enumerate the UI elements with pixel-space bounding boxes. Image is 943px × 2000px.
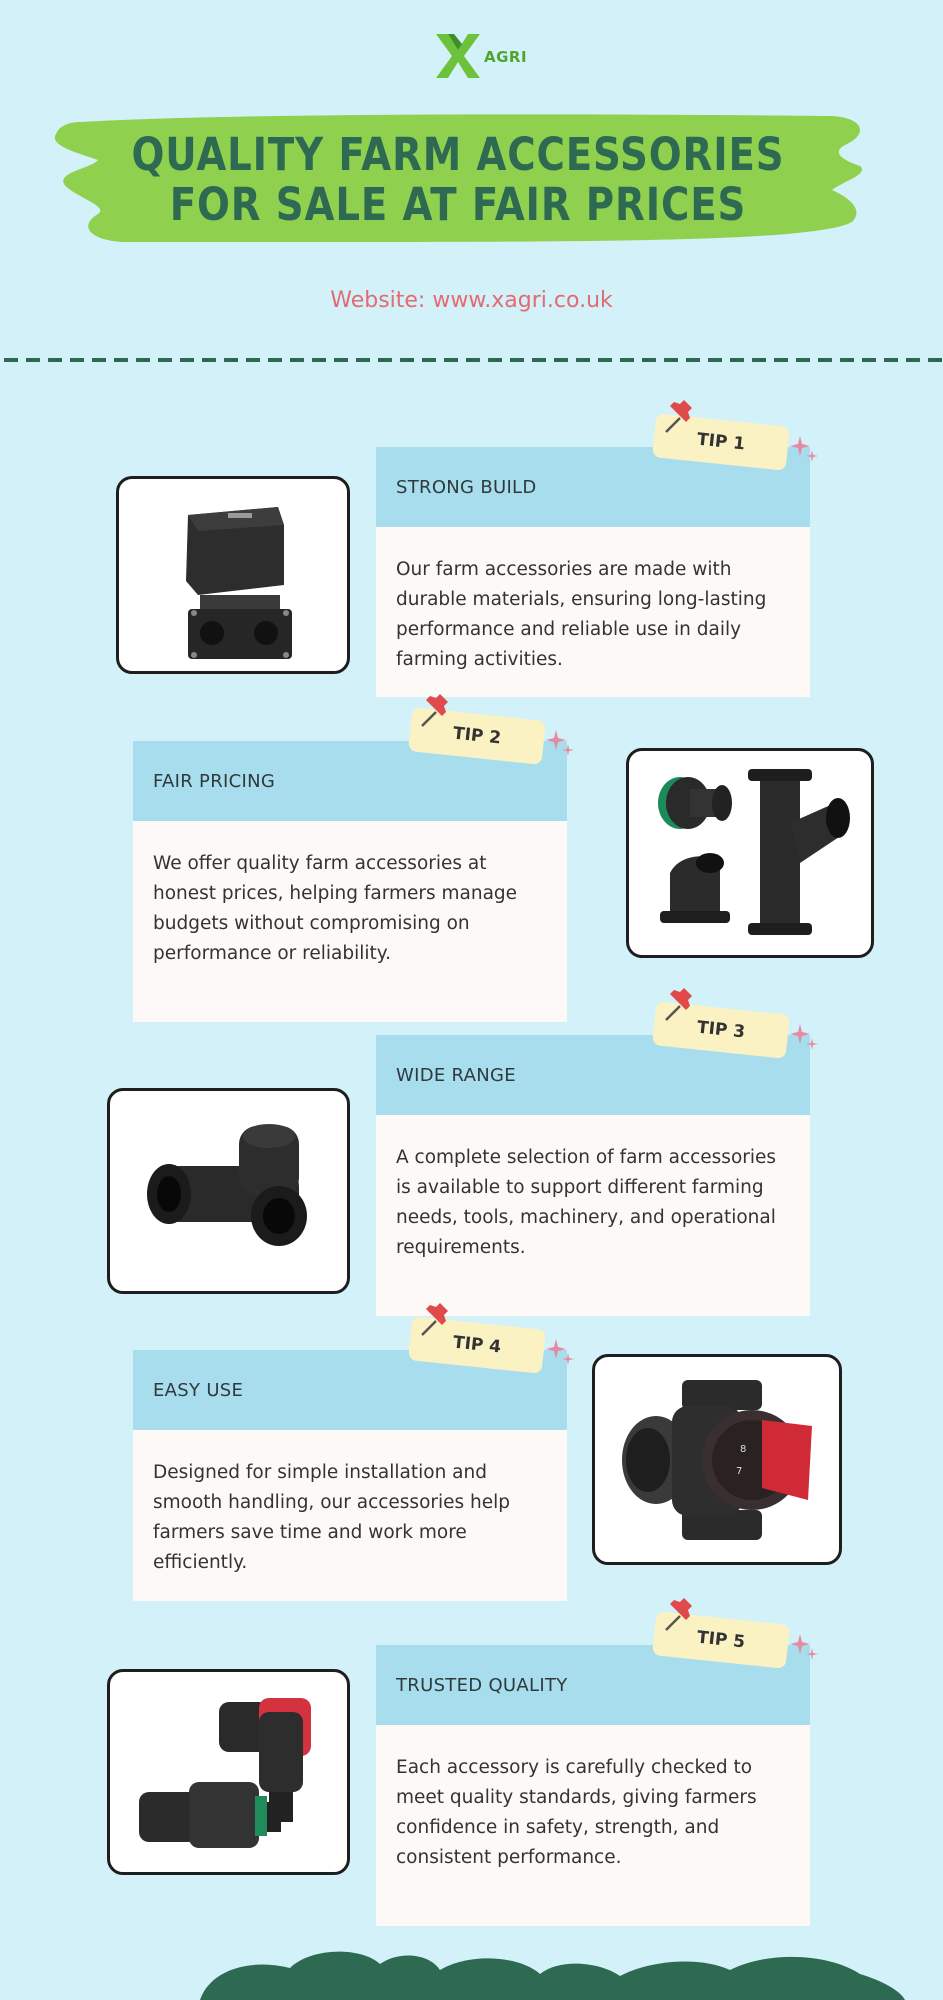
title-banner (52, 110, 864, 250)
pushpin-icon (416, 692, 456, 732)
tee-connector-image (107, 1088, 350, 1294)
tip-title: EASY USE (133, 1350, 567, 1430)
tip-tag-4 (410, 1315, 552, 1373)
tip-label: TIP 1 (652, 413, 790, 471)
tip-tag-5 (654, 1610, 796, 1668)
flange-fittings-image (626, 748, 874, 958)
dashed-divider (0, 358, 943, 362)
website-link[interactable]: Website: www.xagri.co.uk (330, 288, 613, 313)
tip-title: TRUSTED QUALITY (376, 1645, 810, 1725)
elbow-valve-icon (119, 1682, 339, 1862)
tip-tag-3 (654, 1000, 796, 1058)
sparkle-icon (790, 1018, 820, 1054)
hills-decoration (0, 1940, 943, 2000)
svg-text:7: 7 (736, 1465, 743, 1477)
title-line-2: FOR SALE AT FAIR PRICES (169, 178, 747, 231)
logo-text: AGRI (484, 48, 528, 66)
actuator-valve-image (116, 476, 350, 674)
sparkle-icon (546, 724, 576, 760)
tee-connector-icon (129, 1116, 329, 1266)
flange-fittings-icon (640, 763, 860, 943)
pushpin-icon (660, 986, 700, 1026)
tip-body: Designed for simple installation and smooth handling, our accessories help farmers save time and work more efficiently. (133, 1430, 567, 1601)
elbow-valve-image (107, 1669, 350, 1875)
tip-title: STRONG BUILD (376, 447, 810, 527)
tip-card-5 (376, 1645, 810, 1926)
tip-label: TIP 3 (652, 1001, 790, 1059)
tip-title: FAIR PRICING (133, 741, 567, 821)
tip-body: A complete selection of farm accessories is available to support different farming needs, tools, machinery, and operational requirements. (376, 1115, 810, 1316)
tip-label: TIP 2 (408, 707, 546, 765)
sparkle-icon (790, 1628, 820, 1664)
pushpin-icon (416, 1301, 456, 1341)
tip-label: TIP 4 (408, 1316, 546, 1374)
tip-card-2 (133, 741, 567, 1022)
pressure-regulator-image (592, 1354, 842, 1565)
page-title (109, 130, 807, 230)
svg-text:8: 8 (740, 1443, 747, 1455)
tip-tag-1 (654, 412, 796, 470)
pushpin-icon (660, 398, 700, 438)
tip-card-1 (376, 447, 810, 697)
pushpin-icon (660, 1596, 700, 1636)
tip-label: TIP 5 (652, 1611, 790, 1669)
tip-body: Our farm accessories are made with durable materials, ensuring long-lasting performance and reliable use in daily farming activities. (376, 527, 810, 697)
pressure-regulator-icon (612, 1370, 822, 1550)
title-line-1: QUALITY FARM ACCESSORIES (131, 128, 785, 181)
tip-card-3 (376, 1035, 810, 1316)
tip-title: WIDE RANGE (376, 1035, 810, 1115)
tip-card-4 (133, 1350, 567, 1601)
x-logo-icon (432, 30, 484, 82)
actuator-valve-icon (158, 485, 308, 665)
tip-body: We offer quality farm accessories at honest prices, helping farmers manage budgets without compromising on performance or reliability. (133, 821, 567, 1022)
tip-body: Each accessory is carefully checked to meet quality standards, giving farmers confidence in safety, strength, and consistent performance. (376, 1725, 810, 1926)
brand-logo[interactable] (432, 30, 532, 82)
sparkle-icon (546, 1333, 576, 1369)
tip-tag-2 (410, 706, 552, 764)
sparkle-icon (790, 430, 820, 466)
